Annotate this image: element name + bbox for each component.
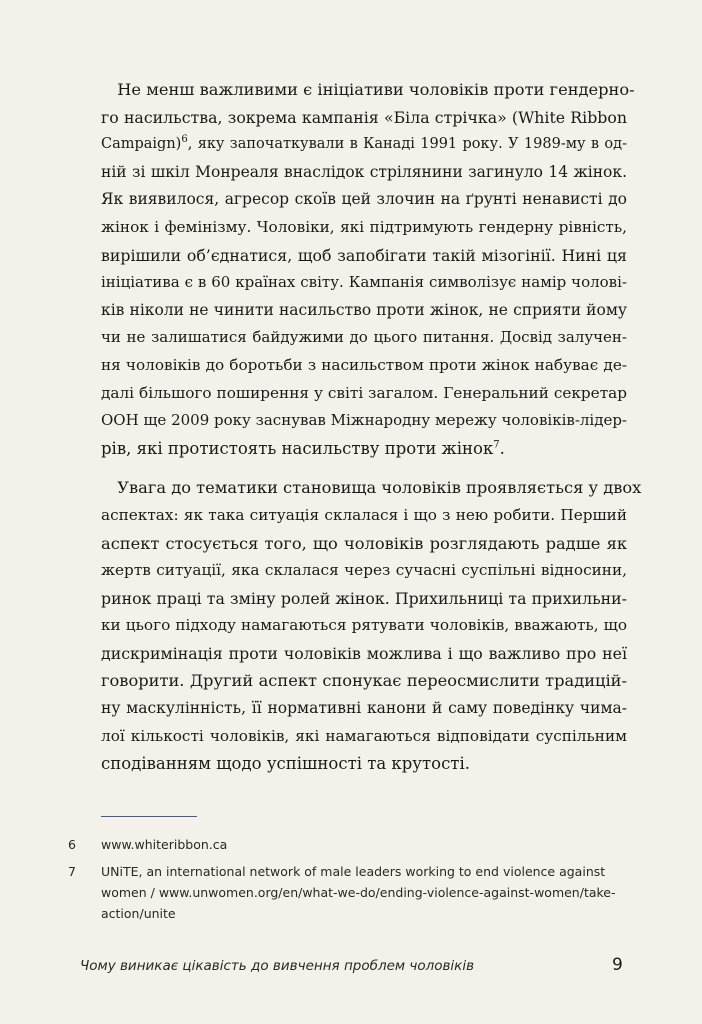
text-line: дискримінація проти чоловіків можлива і що важливо про неї (101, 643, 627, 663)
text-line: Campaign)$^6$, яку започаткували в Канаді 1991 року. У 1989-му в од- (101, 134, 627, 153)
text-line: лої кількості чоловіків, які намагаються відповідати суспільним (101, 726, 627, 745)
text-line: Не менш важливими є ініціативи чоловіків проти гендерно- (117, 80, 635, 99)
text-line: чи не залишатися байдужими до цього питання. Досвід залучен- (101, 328, 627, 347)
body-text (101, 76, 642, 778)
text-line: аспектах: як така ситуація склалася і що з нею робити. Перший (101, 505, 627, 524)
footnote-7 (68, 861, 628, 924)
text-line: аспект стосується того, що чоловіків розглядають радше як (101, 533, 627, 553)
footnote-separator (101, 816, 197, 817)
text-line: жертв ситуації, яка склалася через сучасні суспільні відносини, (101, 561, 627, 580)
footnote-6 (68, 834, 628, 855)
text-line: Увага до тематики становища чоловіків проявляється у двох (117, 478, 642, 498)
text-line: ній зі шкіл Монреаля внаслідок стрілянини загинуло 14 жінок. (101, 162, 627, 181)
paragraph (101, 76, 635, 462)
text-line: жінок і фемінізму. Чоловіки, які підтримують гендерну рівність, (101, 217, 627, 236)
text-line: говорити. Другий аспект спонукає переосмислити традицій- (101, 671, 627, 691)
text-line: Як виявилося, агресор скоїв цей злочин на ґрунті ненависті до (101, 190, 627, 209)
text-line: ініціатива є в 60 країнах світу. Кампанія символізує намір чолові- (101, 273, 627, 292)
text-line: рів, які протистоять насильству проти жінок$^7$. (101, 438, 505, 458)
paragraph (101, 474, 642, 778)
footnote-text: UNiTE, an international network of male leaders working to end violence against women / www.unwomen.org/en/what-we-do/ending-violence-against-women/take-action/unite (101, 864, 616, 921)
text-line: далі більшого поширення у світі загалом. Генеральний секретар (101, 383, 627, 402)
text-line: го насильства, зокрема кампанія «Біла стрічка» (White Ribbon (101, 107, 627, 127)
text-line: ки цього підходу намагаються рятувати чоловіків, вважають, що (101, 616, 627, 635)
footnote-number: 7 (68, 864, 76, 879)
text-line: ків ніколи не чинити насильство проти жінок, не сприяти йому (101, 300, 627, 319)
footnote-text: www.whiteribbon.ca (101, 837, 228, 852)
running-footer: Чому виникає цікавість до вивчення проблем чоловіків (80, 958, 475, 974)
text-line: ня чоловіків до боротьби з насильством проти жінок набуває де- (101, 355, 627, 374)
text-line: ринок праці та зміну ролей жінок. Прихильниці та прихильни- (101, 588, 627, 608)
footnote-number: 6 (68, 837, 76, 852)
footnotes (68, 834, 628, 930)
page-number: 9 (612, 955, 623, 975)
text-line: ну маскулінність, її нормативні канони й саму поведінку чима- (101, 699, 627, 718)
text-line: ООН ще 2009 року заснував Міжнародну мережу чоловіків-лідер- (101, 411, 627, 430)
footnote-ref: 6 (181, 134, 188, 146)
text-line: сподіванням щодо успішності та крутості. (101, 754, 470, 774)
footnote-ref: 7 (493, 439, 500, 451)
text-line: вирішили об’єднатися, щоб запобігати такій мізогінії. Нині ця (101, 245, 627, 265)
